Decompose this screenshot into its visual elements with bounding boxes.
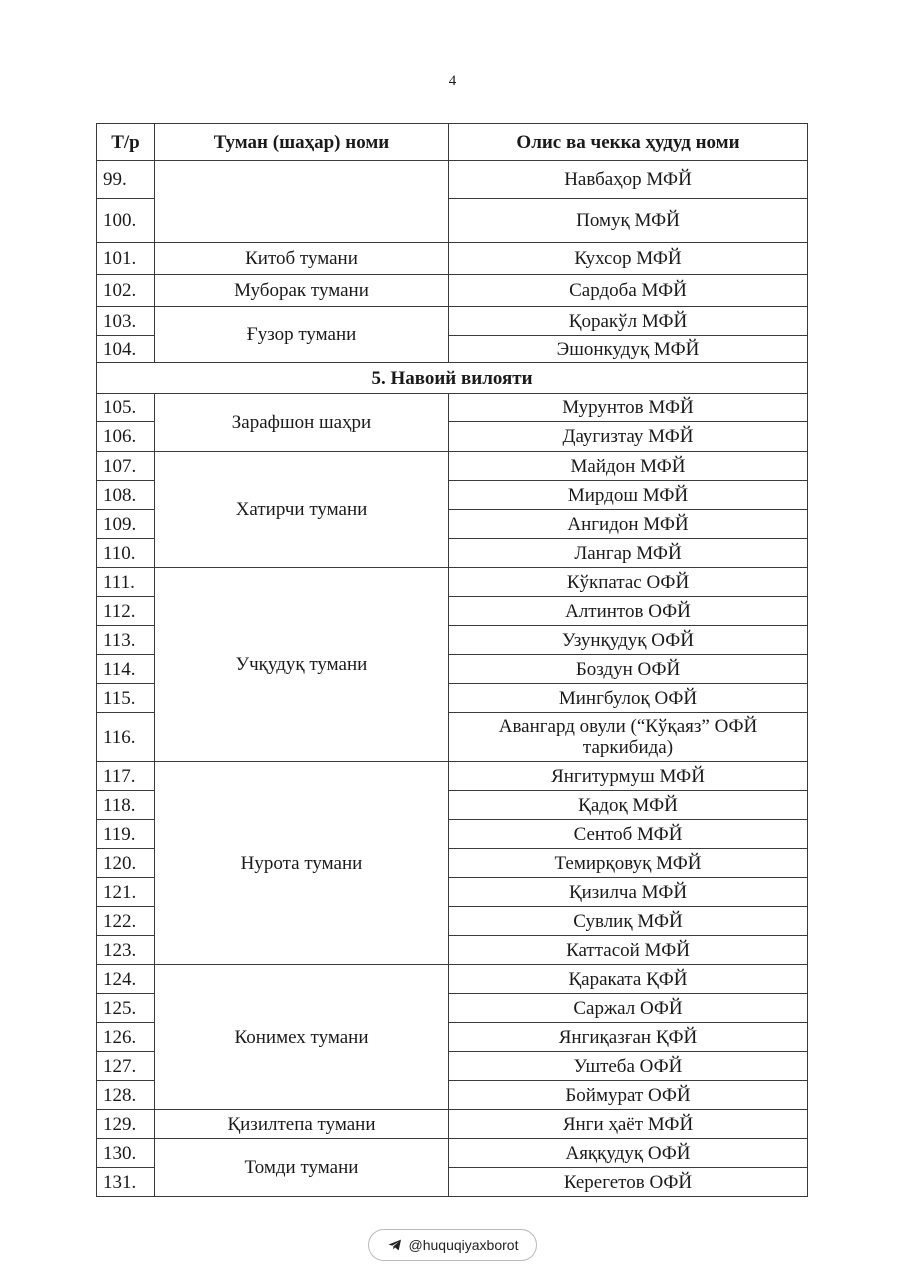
table-header-row [97, 124, 808, 161]
area-name: Янгитурмуш МФЙ [449, 762, 808, 791]
area-name: Қараката ҚФЙ [449, 965, 808, 994]
districts-table [96, 123, 808, 1197]
area-name: Сардоба МФЙ [449, 275, 808, 307]
row-number: 122. [97, 907, 155, 936]
row-number: 130. [97, 1139, 155, 1168]
row-number: 126. [97, 1023, 155, 1052]
row-number: 100. [97, 199, 155, 243]
table-row [97, 307, 808, 336]
table-row [97, 243, 808, 275]
area-name: Керегетов ОФЙ [449, 1168, 808, 1197]
row-number: 114. [97, 655, 155, 684]
table-row [97, 452, 808, 481]
telegram-icon [387, 1237, 403, 1253]
row-number: 101. [97, 243, 155, 275]
row-number: 106. [97, 422, 155, 452]
area-name: Майдон МФЙ [449, 452, 808, 481]
district-name: Конимех тумани [155, 965, 449, 1110]
district-name: Учқудуқ тумани [155, 568, 449, 762]
row-number: 107. [97, 452, 155, 481]
area-name: Темирқовуқ МФЙ [449, 849, 808, 878]
row-number: 102. [97, 275, 155, 307]
area-name: Боймурат ОФЙ [449, 1081, 808, 1110]
area-name: Янгиқазған ҚФЙ [449, 1023, 808, 1052]
row-number: 104. [97, 336, 155, 363]
row-number: 128. [97, 1081, 155, 1110]
page-number: 4 [448, 73, 457, 89]
table-row [97, 1110, 808, 1139]
area-name: Даугизтау МФЙ [449, 422, 808, 452]
area-name: Лангар МФЙ [449, 539, 808, 568]
area-name: Узунқудуқ ОФЙ [449, 626, 808, 655]
table-row [97, 762, 808, 791]
area-name: Қоракўл МФЙ [449, 307, 808, 336]
row-number: 118. [97, 791, 155, 820]
area-name: Уштеба ОФЙ [449, 1052, 808, 1081]
area-name: Янги ҳаёт МФЙ [449, 1110, 808, 1139]
table-row [97, 394, 808, 422]
district-name: Муборак тумани [155, 275, 449, 307]
area-name: Саржал ОФЙ [449, 994, 808, 1023]
row-number: 124. [97, 965, 155, 994]
row-number: 120. [97, 849, 155, 878]
section-row [97, 363, 808, 394]
section-title: 5. Навоий вилояти [97, 363, 808, 394]
row-number: 109. [97, 510, 155, 539]
area-name: Эшонкудуқ МФЙ [449, 336, 808, 363]
district-name: Зарафшон шаҳри [155, 394, 449, 452]
row-number: 112. [97, 597, 155, 626]
table-body [97, 161, 808, 1197]
row-number: 123. [97, 936, 155, 965]
row-number: 121. [97, 878, 155, 907]
telegram-handle-badge[interactable] [368, 1229, 537, 1261]
row-number: 103. [97, 307, 155, 336]
district-name: Хатирчи тумани [155, 452, 449, 568]
table-row [97, 568, 808, 597]
row-number: 127. [97, 1052, 155, 1081]
district-name: Қизилтепа тумани [155, 1110, 449, 1139]
header-number: Т/р [97, 124, 155, 161]
area-name: Каттасой МФЙ [449, 936, 808, 965]
table-row [97, 965, 808, 994]
area-name: Кухсор МФЙ [449, 243, 808, 275]
row-number: 117. [97, 762, 155, 791]
area-name: Навбаҳор МФЙ [449, 161, 808, 199]
area-name: Аяққудуқ ОФЙ [449, 1139, 808, 1168]
area-name: Сентоб МФЙ [449, 820, 808, 849]
district-name [155, 161, 449, 243]
row-number: 110. [97, 539, 155, 568]
area-name: Қадоқ МФЙ [449, 791, 808, 820]
row-number: 105. [97, 394, 155, 422]
row-number: 125. [97, 994, 155, 1023]
row-number: 116. [97, 713, 155, 762]
district-name: Китоб тумани [155, 243, 449, 275]
district-name: Нурота тумани [155, 762, 449, 965]
row-number: 115. [97, 684, 155, 713]
table-row [97, 1139, 808, 1168]
area-name: Мурунтов МФЙ [449, 394, 808, 422]
table-row [97, 161, 808, 199]
area-name: Мирдош МФЙ [449, 481, 808, 510]
area-name: Помуқ МФЙ [449, 199, 808, 243]
district-name: Томди тумани [155, 1139, 449, 1197]
row-number: 119. [97, 820, 155, 849]
header-district: Туман (шаҳар) номи [155, 124, 449, 161]
area-name: Қизилча МФЙ [449, 878, 808, 907]
area-name: Авангард овули (“Кўқаяз” ОФЙ таркибида) [449, 713, 808, 762]
row-number: 108. [97, 481, 155, 510]
area-name: Сувлиқ МФЙ [449, 907, 808, 936]
area-name: Кўкпатас ОФЙ [449, 568, 808, 597]
row-number: 129. [97, 1110, 155, 1139]
area-name: Мингбулоқ ОФЙ [449, 684, 808, 713]
row-number: 131. [97, 1168, 155, 1197]
area-name: Боздун ОФЙ [449, 655, 808, 684]
table-row [97, 275, 808, 307]
row-number: 113. [97, 626, 155, 655]
header-area: Олис ва чекка ҳудуд номи [449, 124, 808, 161]
district-name: Ғузор тумани [155, 307, 449, 363]
row-number: 99. [97, 161, 155, 199]
area-name: Алтинтов ОФЙ [449, 597, 808, 626]
area-name: Ангидон МФЙ [449, 510, 808, 539]
telegram-handle: @huquqiyaxborot [408, 1237, 519, 1253]
row-number: 111. [97, 568, 155, 597]
